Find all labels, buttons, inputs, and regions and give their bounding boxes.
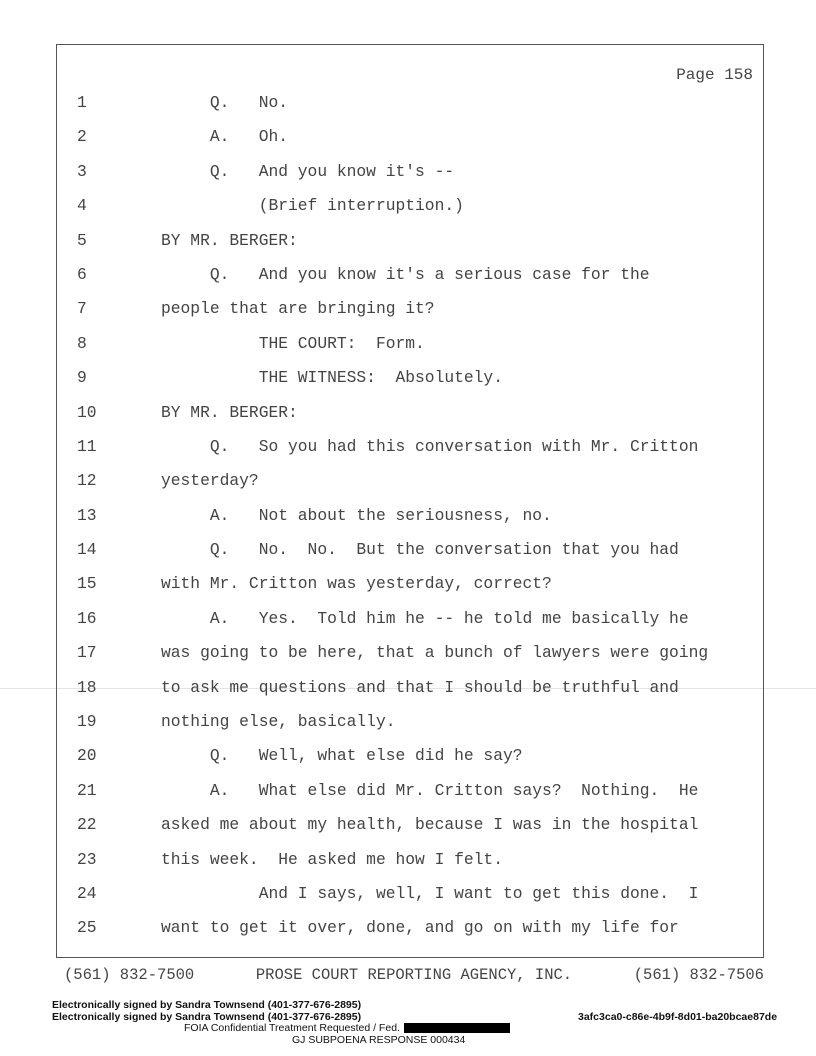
bates-number: GJ SUBPOENA RESPONSE 000434 bbox=[292, 1034, 466, 1046]
transcript-line bbox=[57, 815, 763, 849]
line-number: 16 bbox=[77, 608, 97, 628]
redaction-bar bbox=[404, 1023, 510, 1033]
footer-agency-name: PROSE COURT REPORTING AGENCY, INC. bbox=[255, 966, 573, 984]
signature-line-2: Electronically signed by Sandra Townsend (401-377-676-2895) bbox=[52, 1011, 362, 1023]
line-text: nothing else, basically. bbox=[161, 712, 396, 732]
line-text: THE WITNESS: Absolutely. bbox=[161, 368, 503, 388]
line-text: BY MR. BERGER: bbox=[161, 402, 298, 422]
line-number: 24 bbox=[77, 883, 97, 903]
line-text: yesterday? bbox=[161, 471, 259, 491]
transcript-line bbox=[57, 93, 763, 127]
transcript-line bbox=[57, 643, 763, 677]
transcript-line bbox=[57, 678, 763, 712]
line-text: (Brief interruption.) bbox=[161, 196, 464, 216]
line-number: 6 bbox=[77, 264, 87, 284]
transcript-line bbox=[57, 437, 763, 471]
page-number: Page 158 bbox=[676, 66, 753, 84]
transcript-line bbox=[57, 918, 763, 952]
transcript-line bbox=[57, 334, 763, 368]
footer-agency bbox=[64, 966, 764, 984]
line-number: 12 bbox=[77, 471, 97, 491]
transcript-line bbox=[57, 506, 763, 540]
line-number: 9 bbox=[77, 368, 87, 388]
line-text: Q. No. No. But the conversation that you had bbox=[161, 540, 679, 560]
line-number: 14 bbox=[77, 540, 97, 560]
signature-line-1: Electronically signed by Sandra Townsend (401-377-676-2895) bbox=[52, 999, 362, 1011]
line-text: A. What else did Mr. Critton says? Nothing. He bbox=[161, 780, 699, 800]
signature-hash: 3afc3ca0-c86e-4b9f-8d01-ba20bcae87de bbox=[578, 1011, 778, 1023]
transcript-line bbox=[57, 196, 763, 230]
transcript-line bbox=[57, 403, 763, 437]
line-text: want to get it over, done, and go on with my life for bbox=[161, 918, 679, 938]
transcript-line bbox=[57, 884, 763, 918]
line-number: 4 bbox=[77, 196, 87, 216]
transcript-line bbox=[57, 781, 763, 815]
line-number: 10 bbox=[77, 402, 97, 422]
line-text: Q. And you know it's -- bbox=[161, 161, 455, 181]
line-text: Q. No. bbox=[161, 93, 289, 112]
line-text: Q. Well, what else did he say? bbox=[161, 746, 523, 766]
foia-text: FOIA Confidential Treatment Requested / Fed. bbox=[184, 1022, 400, 1034]
footer-phone-right: (561) 832-7506 bbox=[633, 966, 764, 984]
transcript-line bbox=[57, 712, 763, 746]
line-text: this week. He asked me how I felt. bbox=[161, 849, 503, 869]
transcript-line bbox=[57, 746, 763, 780]
line-number: 8 bbox=[77, 333, 87, 353]
transcript-line bbox=[57, 609, 763, 643]
transcript-line bbox=[57, 368, 763, 402]
line-number: 5 bbox=[77, 230, 87, 250]
line-number: 3 bbox=[77, 161, 87, 181]
transcript-line bbox=[57, 162, 763, 196]
line-number: 18 bbox=[77, 677, 97, 697]
line-number: 25 bbox=[77, 918, 97, 938]
transcript-line bbox=[57, 127, 763, 161]
line-number: 2 bbox=[77, 127, 87, 147]
line-text: BY MR. BERGER: bbox=[161, 230, 298, 250]
line-number: 20 bbox=[77, 746, 97, 766]
transcript-lines bbox=[57, 93, 763, 953]
transcript-line bbox=[57, 231, 763, 265]
transcript-line bbox=[57, 574, 763, 608]
line-text: And I says, well, I want to get this done. I bbox=[161, 883, 699, 903]
transcript-page-frame bbox=[56, 44, 764, 958]
foia-stamp bbox=[184, 1022, 510, 1034]
line-text: A. Yes. Told him he -- he told me basically he bbox=[161, 608, 689, 628]
line-text: THE COURT: Form. bbox=[161, 333, 425, 353]
line-text: people that are bringing it? bbox=[161, 299, 435, 319]
footer-phone-left: (561) 832-7500 bbox=[64, 966, 195, 984]
line-text: with Mr. Critton was yesterday, correct? bbox=[161, 574, 552, 594]
line-number: 17 bbox=[77, 643, 97, 663]
line-number: 1 bbox=[77, 93, 87, 112]
line-text: was going to be here, that a bunch of lawyers were going bbox=[161, 643, 709, 663]
line-number: 21 bbox=[77, 780, 97, 800]
transcript-line bbox=[57, 265, 763, 299]
line-text: to ask me questions and that I should be truthful and bbox=[161, 677, 679, 697]
line-text: A. Not about the seriousness, no. bbox=[161, 505, 552, 525]
line-text: Q. And you know it's a serious case for the bbox=[161, 264, 650, 284]
line-number: 19 bbox=[77, 712, 97, 732]
line-number: 11 bbox=[77, 436, 97, 456]
line-text: asked me about my health, because I was in the hospital bbox=[161, 815, 699, 835]
line-text: A. Oh. bbox=[161, 127, 289, 147]
line-number: 13 bbox=[77, 505, 97, 525]
line-number: 7 bbox=[77, 299, 87, 319]
transcript-line bbox=[57, 471, 763, 505]
line-number: 15 bbox=[77, 574, 97, 594]
line-number: 23 bbox=[77, 849, 97, 869]
transcript-line bbox=[57, 540, 763, 574]
transcript-line bbox=[57, 299, 763, 333]
transcript-line bbox=[57, 850, 763, 884]
line-number: 22 bbox=[77, 815, 97, 835]
line-text: Q. So you had this conversation with Mr. Critton bbox=[161, 436, 699, 456]
